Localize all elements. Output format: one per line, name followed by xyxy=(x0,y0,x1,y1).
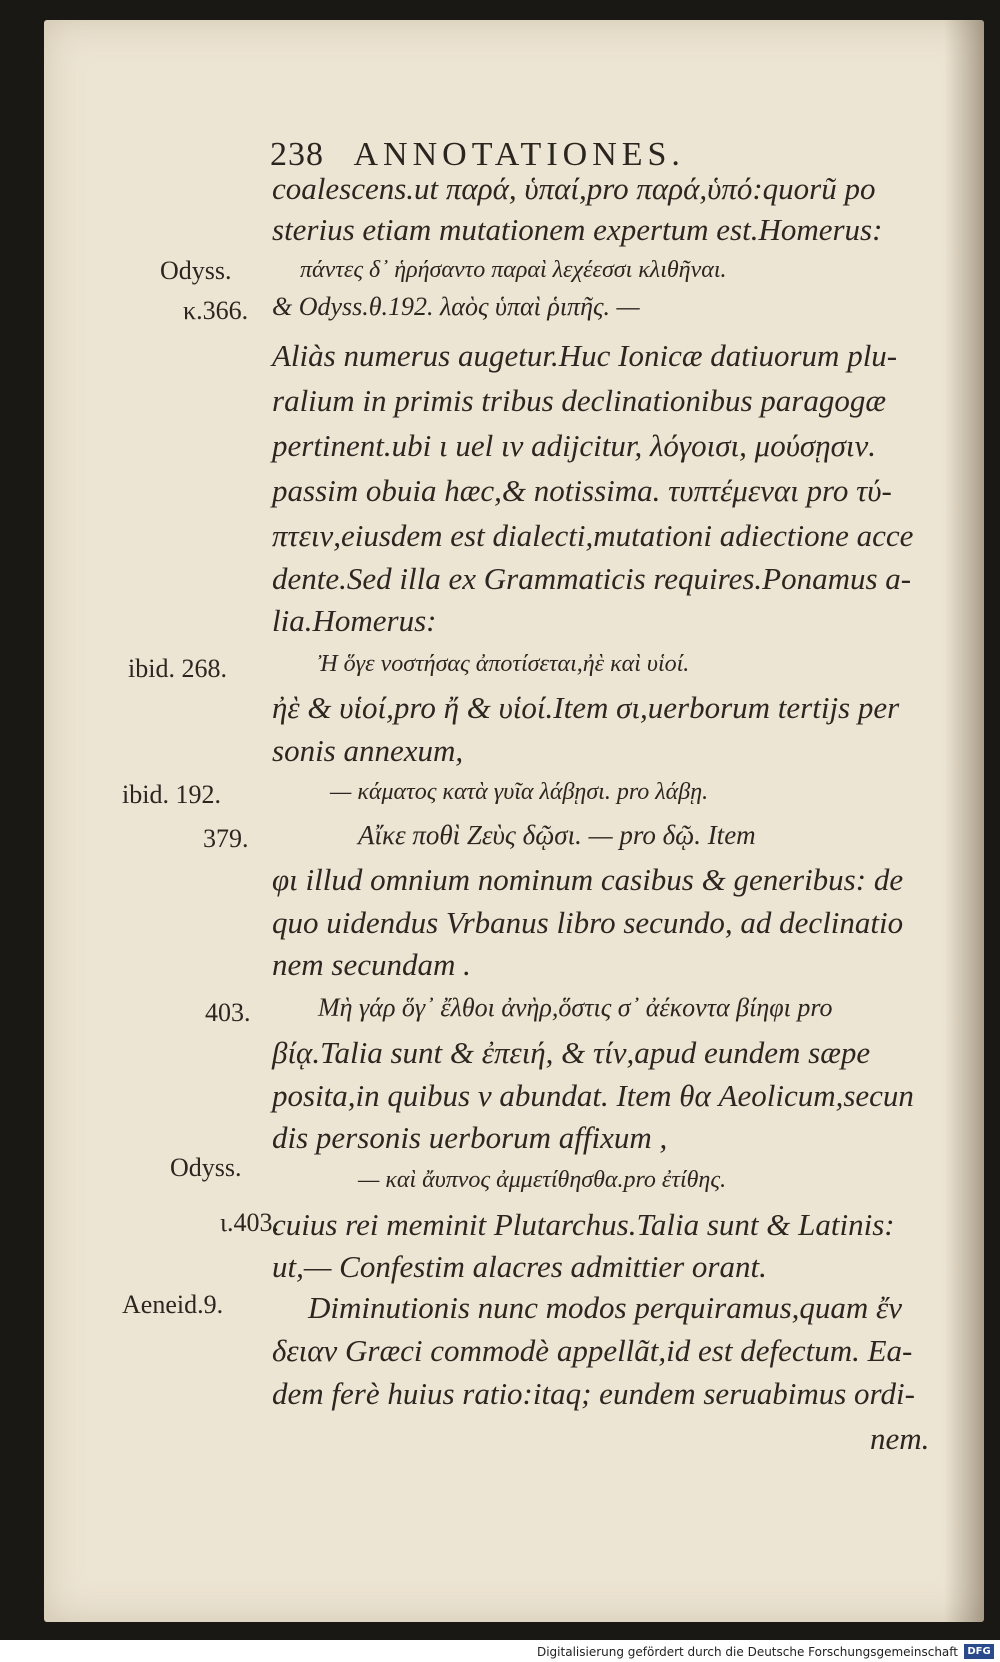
text-line: sterius etiam mutationem expertum est.Homerus: xyxy=(272,212,883,247)
text-line: Μὴ γάρ ὅγ᾽ ἔλθοι ἀνὴρ,ὅστις σ᾽ ἀέκοντα βίηφι pro xyxy=(318,993,833,1022)
margin-reference: Odyss. xyxy=(160,256,232,285)
footer-bar xyxy=(0,1640,1000,1662)
text-line: ralium in primis tribus declinationibus paragogæ xyxy=(272,383,887,418)
page-number: 238 xyxy=(270,136,324,173)
funding-credit: Digitalisierung gefördert durch die Deutsche Forschungsgemeinschaft xyxy=(536,1645,958,1659)
text-line: δειαν Græci commodè appellãt,id est defectum. Ea- xyxy=(272,1333,913,1368)
text-line: lia.Homerus: xyxy=(272,603,437,638)
text-line: dem ferè huius ratio:itaq; eundem seruabimus ordi- xyxy=(272,1376,915,1411)
text-line: φι illud omnium nominum casibus & generibus: de xyxy=(272,862,904,897)
greek-verse-line: πάντες δ᾽ ἡρήσαντο παραὶ λεχέεσσι κλιθῆναι. xyxy=(300,257,727,283)
text-line: dente.Sed illa ex Grammaticis requires.Ponamus a- xyxy=(272,561,912,596)
greek-verse-line: Ἠ ὅγε νοστήσας ἀποτίσεται,ἠὲ καὶ υἱοί. xyxy=(318,651,690,677)
text-line: dis personis uerborum affixum , xyxy=(272,1120,668,1155)
margin-reference: κ.366. xyxy=(183,296,249,325)
margin-reference: ι.403. xyxy=(220,1208,279,1237)
margin-reference: 379. xyxy=(203,824,249,853)
text-line: quo uidendus Vrbanus libro secundo, ad declinatio xyxy=(272,905,904,940)
text-line: βίᾳ.Talia sunt & ἐπειή, & τίν,apud eundem sæpe xyxy=(272,1035,871,1070)
text-line: & Odyss.θ.192. λαὸς ὑπαὶ ῥιπῆς. — xyxy=(272,292,640,321)
text-line: Diminutionis nunc modos perquiramus,quam ἔν xyxy=(308,1290,903,1325)
greek-verse-line: — καὶ ἄυπνος ἀμμετίθησθα.pro ἐτίθης. xyxy=(358,1167,727,1193)
page-edge-shadow xyxy=(944,20,984,1622)
text-line: cuius rei meminit Plutarchus.Talia sunt & Latinis: xyxy=(272,1207,895,1242)
text-line: πτειν,eiusdem est dialecti,mutationi adiectione acce xyxy=(272,518,914,553)
text-line: Αἴκε ποθὶ Ζεὺς δῷσι. — pro δῷ. Item xyxy=(358,820,756,850)
text-line: sonis annexum, xyxy=(272,733,464,768)
margin-reference: Odyss. xyxy=(170,1153,242,1182)
text-line: coalescens.ut παρά, ὑπαί,pro παρά,ὑπό:quorũ po xyxy=(272,171,876,206)
text-line: nem secundam . xyxy=(272,947,471,982)
margin-reference: ibid. 268. xyxy=(128,654,227,683)
text-line: pertinent.ubi ι uel ιν adijcitur, λόγοισι, μούσῃσιν. xyxy=(272,428,877,463)
margin-reference: 403. xyxy=(205,998,251,1027)
margin-reference: Aeneid.9. xyxy=(122,1290,224,1319)
text-line: ut,— Confestim alacres admittier orant. xyxy=(272,1249,767,1284)
margin-reference: ibid. 192. xyxy=(122,780,221,809)
text-line: posita,in quibus ν abundat. Item θα Aeolicum,secun xyxy=(272,1078,914,1113)
greek-verse-line: — κάματος κατὰ γυῖα λάβῃσι. pro λάβῃ. xyxy=(330,779,709,805)
running-header xyxy=(270,136,685,174)
text-line: ἠὲ & υἱοί,pro ἤ & υἱοί.Item σι,uerborum tertijs per xyxy=(272,690,900,725)
dfg-logo: DFG xyxy=(964,1644,994,1659)
running-title: ANNOTATIONES. xyxy=(353,136,685,173)
text-line: Aliàs numerus augetur.Huc Ionicæ datiuorum plu- xyxy=(272,338,898,373)
text-line: nem. xyxy=(870,1421,930,1456)
text-line: passim obuia hæc,& notissima. τυπτέμεναι pro τύ- xyxy=(272,473,892,508)
